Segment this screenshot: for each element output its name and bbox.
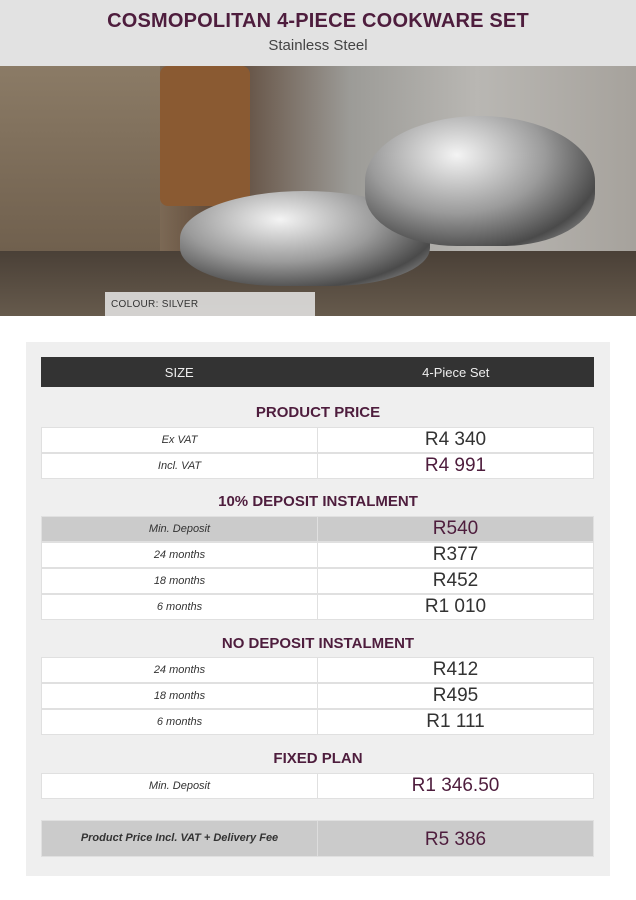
row-label: 24 months	[42, 658, 318, 682]
row-label: 18 months	[42, 569, 318, 593]
table-row	[41, 683, 594, 709]
row-value: R1 111	[426, 711, 485, 732]
size-value: 4-Piece Set	[422, 364, 490, 380]
product-photo	[0, 66, 636, 316]
row-value: R495	[432, 685, 479, 706]
table-row	[41, 516, 594, 542]
page-title: COSMOPOLITAN 4-PIECE COOKWARE SET	[107, 10, 529, 32]
cutting-board	[160, 66, 250, 206]
row-value: R377	[432, 544, 479, 565]
row-value: R1 346.50	[411, 775, 500, 796]
table-row	[41, 594, 594, 620]
wall-decor	[0, 66, 160, 266]
row-label: Min. Deposit	[42, 517, 318, 541]
total-value: R5 386	[424, 829, 487, 850]
row-value: R4 991	[424, 455, 487, 476]
fixed-plan-title: FIXED PLAN	[273, 750, 363, 767]
product-price-title: PRODUCT PRICE	[255, 404, 381, 421]
page-subtitle: Stainless Steel	[268, 37, 368, 54]
total-row	[41, 820, 594, 857]
row-value: R412	[432, 659, 479, 680]
row-label: Incl. VAT	[42, 454, 318, 478]
table-row	[41, 709, 594, 735]
row-label: Ex VAT	[42, 428, 318, 452]
row-label: Min. Deposit	[42, 774, 318, 798]
no-deposit-title: NO DEPOSIT INSTALMENT	[221, 635, 415, 652]
row-value: R4 340	[424, 429, 487, 450]
table-row	[41, 773, 594, 799]
pot-lid-right	[365, 116, 595, 246]
table-row	[41, 657, 594, 683]
table-row	[41, 542, 594, 568]
row-value: R540	[432, 518, 479, 539]
table-row	[41, 453, 594, 479]
table-row	[41, 568, 594, 594]
row-label: 18 months	[42, 684, 318, 708]
size-row	[41, 357, 594, 387]
page-header	[0, 0, 636, 66]
row-label: 6 months	[42, 595, 318, 619]
colour-label: COLOUR: SILVER	[105, 292, 315, 316]
table-row	[41, 427, 594, 453]
row-value: R1 010	[424, 596, 487, 617]
size-label: SIZE	[164, 364, 194, 380]
deposit-title: 10% DEPOSIT INSTALMENT	[218, 493, 418, 510]
total-label: Product Price Incl. VAT + Delivery Fee	[42, 821, 318, 856]
row-label: 24 months	[42, 543, 318, 567]
row-value: R452	[432, 570, 479, 591]
pricing-panel	[26, 342, 610, 876]
row-label: 6 months	[42, 710, 318, 734]
